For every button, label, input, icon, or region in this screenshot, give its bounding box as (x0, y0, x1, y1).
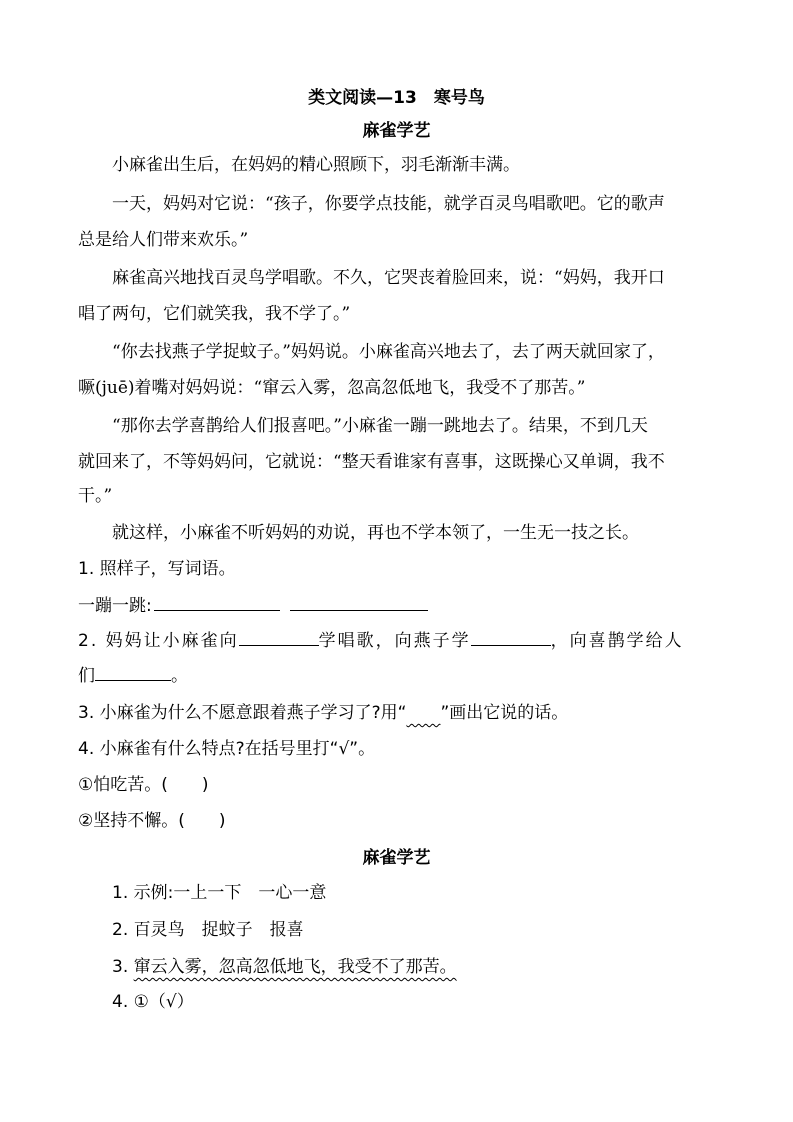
question-4: 4. 小麻雀有什么特点?在括号里打“√”。 (78, 739, 376, 759)
question-2-text-c: ，向喜鹊学给人 (550, 631, 684, 651)
question-3 (78, 701, 568, 725)
question-3-text-b: ”画出它说的话。 (440, 703, 569, 723)
story-paragraph-6: 就这样，小麻雀不听妈妈的劝说，再也不学本领了，一生无一技之长。 (112, 523, 639, 543)
question-2-text-a: 2. 妈妈让小麻雀向 (78, 631, 239, 651)
answer-blank-1b[interactable] (290, 594, 428, 611)
answer-3 (112, 955, 457, 979)
story-paragraph-2-line-1: 一天，妈妈对它说：“孩子，你要学点技能，就学百灵鸟唱歌吧。它的歌声 (112, 194, 665, 214)
story-paragraph-5-line-3: 干。” (78, 486, 113, 506)
answer-3-underlined-text: 窜云入雾，忽高忽低地飞，我受不了那苦。 (133, 957, 457, 977)
page-title: 类文阅读—13 寒号鸟 (308, 88, 485, 108)
question-2-line-2 (78, 664, 188, 688)
answers-title: 麻雀学艺 (362, 848, 431, 868)
question-4-option-2[interactable]: ②坚持不懈。( ) (78, 811, 226, 831)
story-paragraph-3-line-1: 麻雀高兴地找百灵鸟学唱歌。不久，它哭丧着脸回来，说：“妈妈，我开口 (112, 268, 665, 288)
story-paragraph-1: 小麻雀出生后，在妈妈的精心照顾下，羽毛渐渐丰满。 (112, 155, 520, 175)
question-2-text-b: 学唱歌，向燕子学 (318, 631, 471, 651)
answer-2: 2. 百灵鸟 捉蚊子 报喜 (112, 920, 304, 940)
story-paragraph-4-line-2: 噘(juē)着嘴对妈妈说：“窜云入雾，忽高忽低地飞，我受不了那苦。” (78, 378, 586, 398)
question-2-text-e: 。 (171, 666, 188, 686)
question-2-text-d: 们 (78, 666, 95, 686)
answer-1: 1. 示例:一上一下 一心一意 (112, 883, 327, 903)
answer-4: 4. ①（√） (112, 992, 194, 1012)
question-3-text-a: 3. 小麻雀为什么不愿意跟着燕子学习了?用“ (78, 703, 407, 723)
answer-blank-2c[interactable] (95, 664, 171, 681)
question-4-option-1[interactable]: ①怕吃苦。( ) (78, 775, 209, 795)
story-paragraph-3-line-2: 唱了两句，它们就笑我，我不学了。” (78, 304, 351, 324)
answer-3-number: 3. (112, 957, 134, 977)
story-paragraph-4-line-1: “你去找燕子学捉蚊子。”妈妈说。小麻雀高兴地去了，去了两天就回家了， (112, 342, 665, 362)
story-paragraph-5-line-2: 就回来了，不等妈妈问，它就说：“整天看谁家有喜事，这既操心又单调，我不 (78, 452, 665, 472)
story-paragraph-2-line-2: 总是给人们带来欢乐。” (78, 230, 249, 250)
answer-blank-1a[interactable] (154, 594, 280, 611)
answer-blank-2b[interactable] (471, 629, 551, 646)
question-1: 1. 照样子，写词语。 (78, 559, 236, 579)
question-2-line-1 (78, 629, 684, 653)
story-title: 麻雀学艺 (362, 121, 431, 141)
question-1-example-row (78, 594, 428, 618)
story-paragraph-5-line-1: “那你去学喜鹊给人们报喜吧。”小麻雀一蹦一跳地去了。结果，不到几天 (112, 416, 648, 436)
wavy-line-sample (406, 703, 440, 723)
question-1-example: 一蹦一跳: (78, 596, 152, 616)
answer-blank-2a[interactable] (239, 629, 319, 646)
